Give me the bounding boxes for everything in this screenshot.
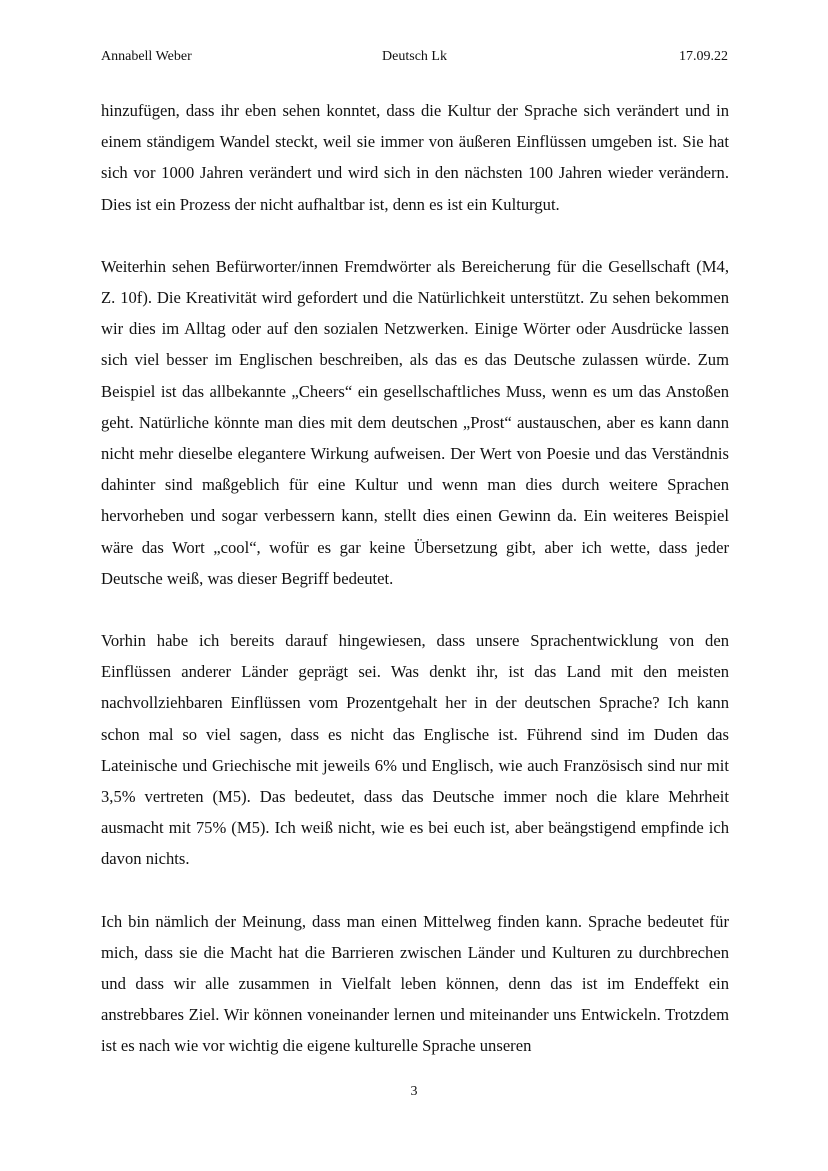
header-course: Deutsch Lk [382,49,447,64]
paragraph-2: Weiterhin sehen Befürworter/innen Fremdwörter als Bereicherung für die Gesellschaft (M4, Z. 10f). Die Kreativität wird gefordert und die Natürlichkeit unterstützt. Zu sehen bekommen wir dies im Alltag oder auf den sozialen Netzwerken. Einige Wörter oder Ausdrücke lassen sich viel besser im Englischen beschreiben, als das es das Deutsche zulassen würde. Zum Beispiel ist das allbekannte „Cheers“ ein gesellschaftliches Muss, wenn es um das Anstoßen geht. Natürliche könnte man dies mit dem deutschen „Prost“ austauschen, aber es kann dann nicht mehr dieselbe elegantere Wirkung aufweisen. Der Wert von Poesie und das Verständnis dahinter sind maßgeblich für eine Kultur und wenn man dies durch weitere Sprachen hervorheben und sogar verbessern kann, stellt dies einen Gewinn da. Ein weiteres Beispiel wäre das Wort „cool“, wofür es gar keine Übersetzung gibt, aber ich wette, dass jeder Deutsche weiß, was dieser Begriff bedeutet. [101,256,729,588]
header-date: 17.09.22 [679,49,728,64]
header-author: Annabell Weber [101,49,192,64]
paragraph-1: hinzufügen, dass ihr eben sehen konntet, dass die Kultur der Sprache sich verändert und in einem ständigem Wandel steckt, weil sie immer von äußeren Einflüssen umgeben ist. Sie hat sich vor 1000 Jahren verändert und wird sich in den nächsten 100 Jahren wieder verändern. Dies ist ein Prozess der nicht aufhaltbar ist, denn es ist ein Kulturgut. [101,101,729,214]
page-header [101,49,728,69]
paragraph-4: Ich bin nämlich der Meinung, dass man einen Mittelweg finden kann. Sprache bedeutet für mich, dass sie die Macht hat die Barrieren zwischen Länder und Kulturen zu durchbrechen und dass wir alle zusammen in Vielfalt leben können, denn das ist im Endeffekt ein anstrebbares Ziel. Wir können voneinander lernen und miteinander uns Entwickeln. Trotzdem ist es nach wie vor wichtig die eigene kulturelle Sprache unseren [101,911,729,1056]
document-body [101,95,729,1062]
page-number: 3 [410,1084,418,1099]
paragraph-3: Vorhin habe ich bereits darauf hingewiesen, dass unsere Sprachentwicklung von den Einflüssen anderer Länder geprägt sei. Was denkt ihr, ist das Land mit den meisten nachvollziehbaren Einflüssen vom Prozentgehalt her in der deutschen Sprache? Ich kann schon mal so viel sagen, dass es nicht das Englische ist. Führend sind im Duden das Lateinische und Griechische mit jeweils 6% und Englisch, wie auch Französisch sind nur mit 3,5% vertreten (M5). Das bedeutet, dass das Deutsche immer noch die klare Mehrheit ausmacht mit 75% (M5). Ich weiß nicht, wie es bei euch ist, aber beängstigend empfinde ich davon nichts. [101,631,729,869]
